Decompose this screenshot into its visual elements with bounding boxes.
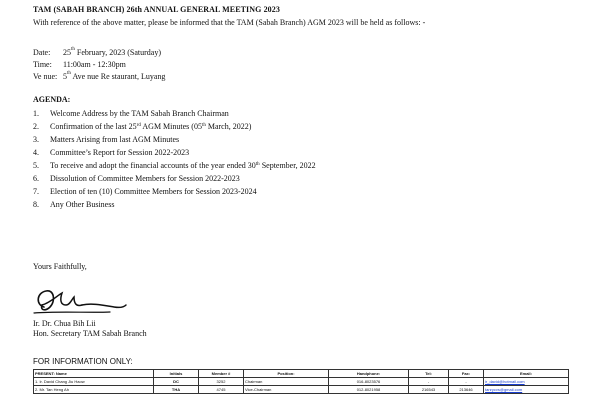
venue-rest: Ave nue Re staurant, Luyang [70,72,166,81]
header-member: Member # [199,370,244,378]
header-name: PRESENT: Name [34,370,154,378]
agenda-text: Confirmation of the last 25 [50,122,137,131]
agenda-text: Any Other Business [50,200,115,209]
agenda-item [33,133,316,146]
cell-tel: 216543 [409,386,449,394]
fyi-label: FOR INFORMATION ONLY: [33,357,133,366]
agenda-text: Election of ten (10) Committee Members for Session 2023-2024 [50,187,257,196]
agenda-number: 5. [33,161,39,170]
agenda-item [33,172,316,185]
cell-name: 2. Mr. Tan Heng Ah [34,386,154,394]
header-email: Email: [484,370,569,378]
cell-member: 3252 [199,378,244,386]
cell-position: Chairman [244,378,329,386]
agenda-item [33,198,316,211]
date-row [33,48,161,57]
header-initials: Initials [154,370,199,378]
agenda-suffix: th [255,162,260,167]
signer-name: Ir. Dr. Chua Bih Lii [33,319,96,328]
venue-day: 5 [63,72,67,81]
agenda-number: 3. [33,135,39,144]
agenda-suffix: rd [136,123,141,128]
header-handphone: Handphone: [329,370,409,378]
table-header-row [34,370,569,378]
agenda-text: AGM Minutes (05 [140,122,202,131]
date-label: Date: [33,48,51,57]
agenda-item [33,107,316,120]
time-label: Time: [33,60,52,69]
agenda-text: Matters Arising from last AGM Minutes [50,135,180,144]
header-fax: Fax: [449,370,484,378]
agenda-text: To receive and adopt the financial accounts of the year ended 30 [50,161,256,170]
time-row [33,60,126,69]
venue-label: Ve nue: [33,72,58,81]
agenda-item [33,159,316,172]
agenda-item [33,146,316,159]
agenda-number: 4. [33,148,39,157]
cell-email-link[interactable]: tanrycvs@gmail.com [484,386,569,394]
header-tel: Tel: [409,370,449,378]
intro-paragraph: With reference of the above matter, please be informed that the TAM (Sabah Branch) AGM 2023 will be held as follows: - [33,18,426,27]
table-row [34,378,569,386]
table-row [34,386,569,394]
date-suffix: th [71,47,75,52]
cell-fax: 213646 [449,386,484,394]
cell-initials: DC [154,378,199,386]
agenda-number: 1. [33,109,39,118]
agenda-text: Dissolution of Committee Members for Session 2022-2023 [50,174,240,183]
cell-tel: - [409,378,449,386]
agenda-number: 8. [33,200,39,209]
cell-email-link[interactable]: ir_david@hotmail.com [484,378,569,386]
header-position: Position: [244,370,329,378]
agenda-text: September, 2022 [259,161,316,170]
agenda-item [33,185,316,198]
committee-table [33,369,569,394]
time-value: 11:00am - 12:30pm [63,60,126,69]
cell-position: Vice-Chairman [244,386,329,394]
agenda-heading: AGENDA: [33,95,71,104]
agenda-text: Welcome Address by the TAM Sabah Branch Chairman [50,109,229,118]
agenda-item [33,120,316,133]
agenda-number: 2. [33,122,39,131]
agenda-list [33,107,316,211]
cell-name: 1. Ir. David Chang Jiu Haow [34,378,154,386]
date-rest: February, 2023 (Saturday) [74,48,162,57]
agenda-suffix: th [201,123,206,128]
agenda-text: Committee’s Report for Session 2022-2023 [50,148,190,157]
signer-block [33,319,147,339]
signer-position: Hon. Secretary TAM Sabah Branch [33,329,147,338]
cell-handphone: 016-8023576 [329,378,409,386]
venue-row [33,72,165,81]
cell-member: 4745 [199,386,244,394]
agenda-text: March, 2022) [205,122,252,131]
agenda-number: 7. [33,187,39,196]
venue-suffix: th [67,71,71,76]
cell-fax: - [449,378,484,386]
closing-salutation: Yours Faithfully, [33,262,87,271]
cell-handphone: 012-8021958 [329,386,409,394]
date-day: 25 [63,48,71,57]
handwritten-signature [30,283,130,317]
cell-initials: THA [154,386,199,394]
meeting-title: TAM (SABAH BRANCH) 26th ANNUAL GENERAL MEETING 2023 [33,5,280,14]
agenda-number: 6. [33,174,39,183]
